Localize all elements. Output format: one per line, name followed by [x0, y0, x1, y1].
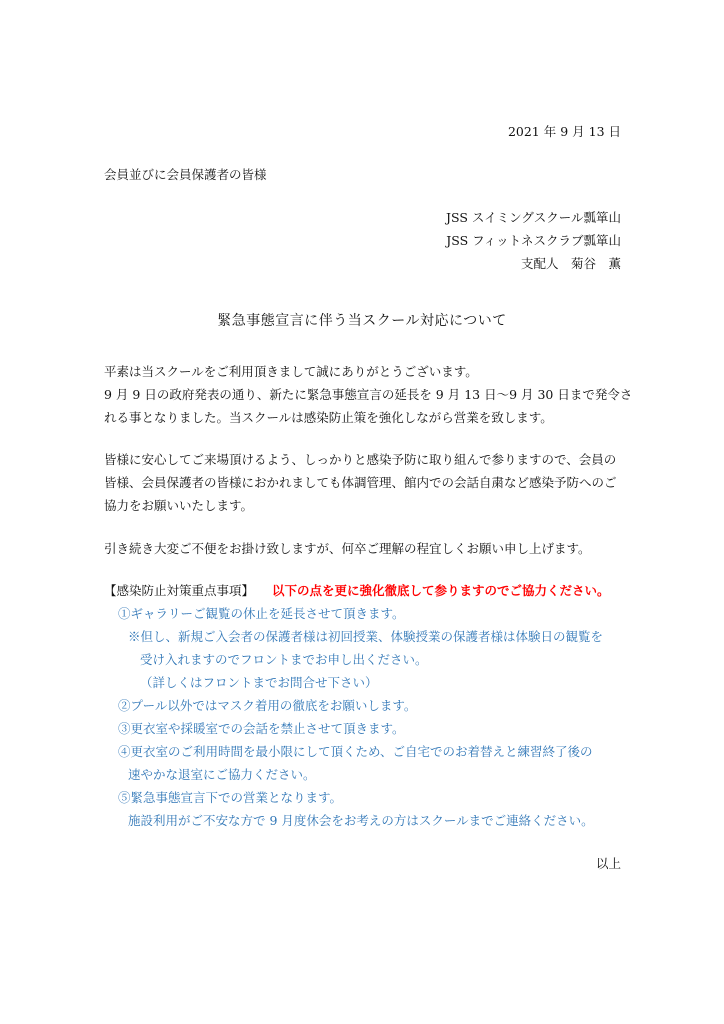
document-title: 緊急事態宣言に伴う当スクール対応について: [217, 313, 507, 329]
sender-person: 支配人 菊谷 薫: [520, 256, 621, 271]
body-paragraph-2-line-2: 皆様、会員保護者の皆様におかれましても体調管理、館内での会話自粛など感染予防へのご: [104, 475, 617, 490]
measures-emphasis: 以下の点を更に強化徹底して参りますのでご協力ください。: [272, 583, 610, 598]
body-paragraph-1-line-2: 9 月 9 日の政府発表の通り、新たに緊急事態宣言の延長を 9 月 13 日〜9 月 30 日まで発令さ: [104, 387, 633, 402]
closing-remark: 以上: [595, 856, 621, 871]
body-paragraph-1-line-1: 平素は当スクールをご利用頂きまして誠にありがとうございます。: [104, 364, 478, 379]
measure-item-1-note-1: ※但し、新規ご入会者の保護者様は初回授業、体験授業の保護者様は体験日の観覧を: [128, 629, 604, 644]
measure-item-5-note: 施設利用がご不安な方で 9 月度休会をお考えの方はスクールまでご連絡ください。: [128, 813, 594, 828]
measure-item-3: ③更衣室や採暖室での会話を禁止させて頂きます。: [118, 721, 405, 736]
body-paragraph-2-line-1: 皆様に安心してご来場頂けるよう、しっかりと感染予防に取り組んで参りますので、会員の: [104, 452, 617, 467]
body-paragraph-1-line-3: れる事となりました。当スクールは感染防止策を強化しながら営業を致します。: [104, 410, 553, 425]
body-paragraph-2-line-3: 協力をお願いいたします。: [104, 498, 254, 513]
addressee: 会員並びに会員保護者の皆様: [104, 167, 267, 182]
measure-item-5: ⑤緊急事態宣言下での営業となります。: [118, 790, 343, 805]
measure-item-4-line-1: ④更衣室のご利用時間を最小限にして頂くため、ご自宅でのお着替えと練習終了後の: [118, 744, 593, 759]
measures-heading: [104, 583, 610, 599]
sender-org-swimming: JSS スイミングスクール瓢箪山: [445, 210, 621, 225]
measure-item-1-note-3: （詳しくはフロントまでお問合せ下さい）: [140, 675, 378, 690]
body-paragraph-3: 引き続き大変ご不便をお掛け致しますが、何卒ご理解の程宜しくお願い申し上げます。: [104, 541, 591, 556]
measure-item-1-note-2: 受け入れますのでフロントまでお申し出ください。: [140, 652, 428, 667]
measure-item-4-line-2: 速やかな退室にご協力ください。: [128, 767, 316, 782]
measure-item-1: ①ギャラリーご観覧の休止を延長させて頂きます。: [118, 606, 405, 621]
measure-item-2: ②プール以外ではマスク着用の徹底をお願いします。: [118, 698, 417, 713]
sender-org-fitness: JSS フィットネスクラブ瓢箪山: [446, 233, 621, 248]
measures-heading-label: 【感染防止対策重点事項】: [104, 583, 255, 598]
date: 2021 年 9 月 13 日: [507, 124, 621, 139]
